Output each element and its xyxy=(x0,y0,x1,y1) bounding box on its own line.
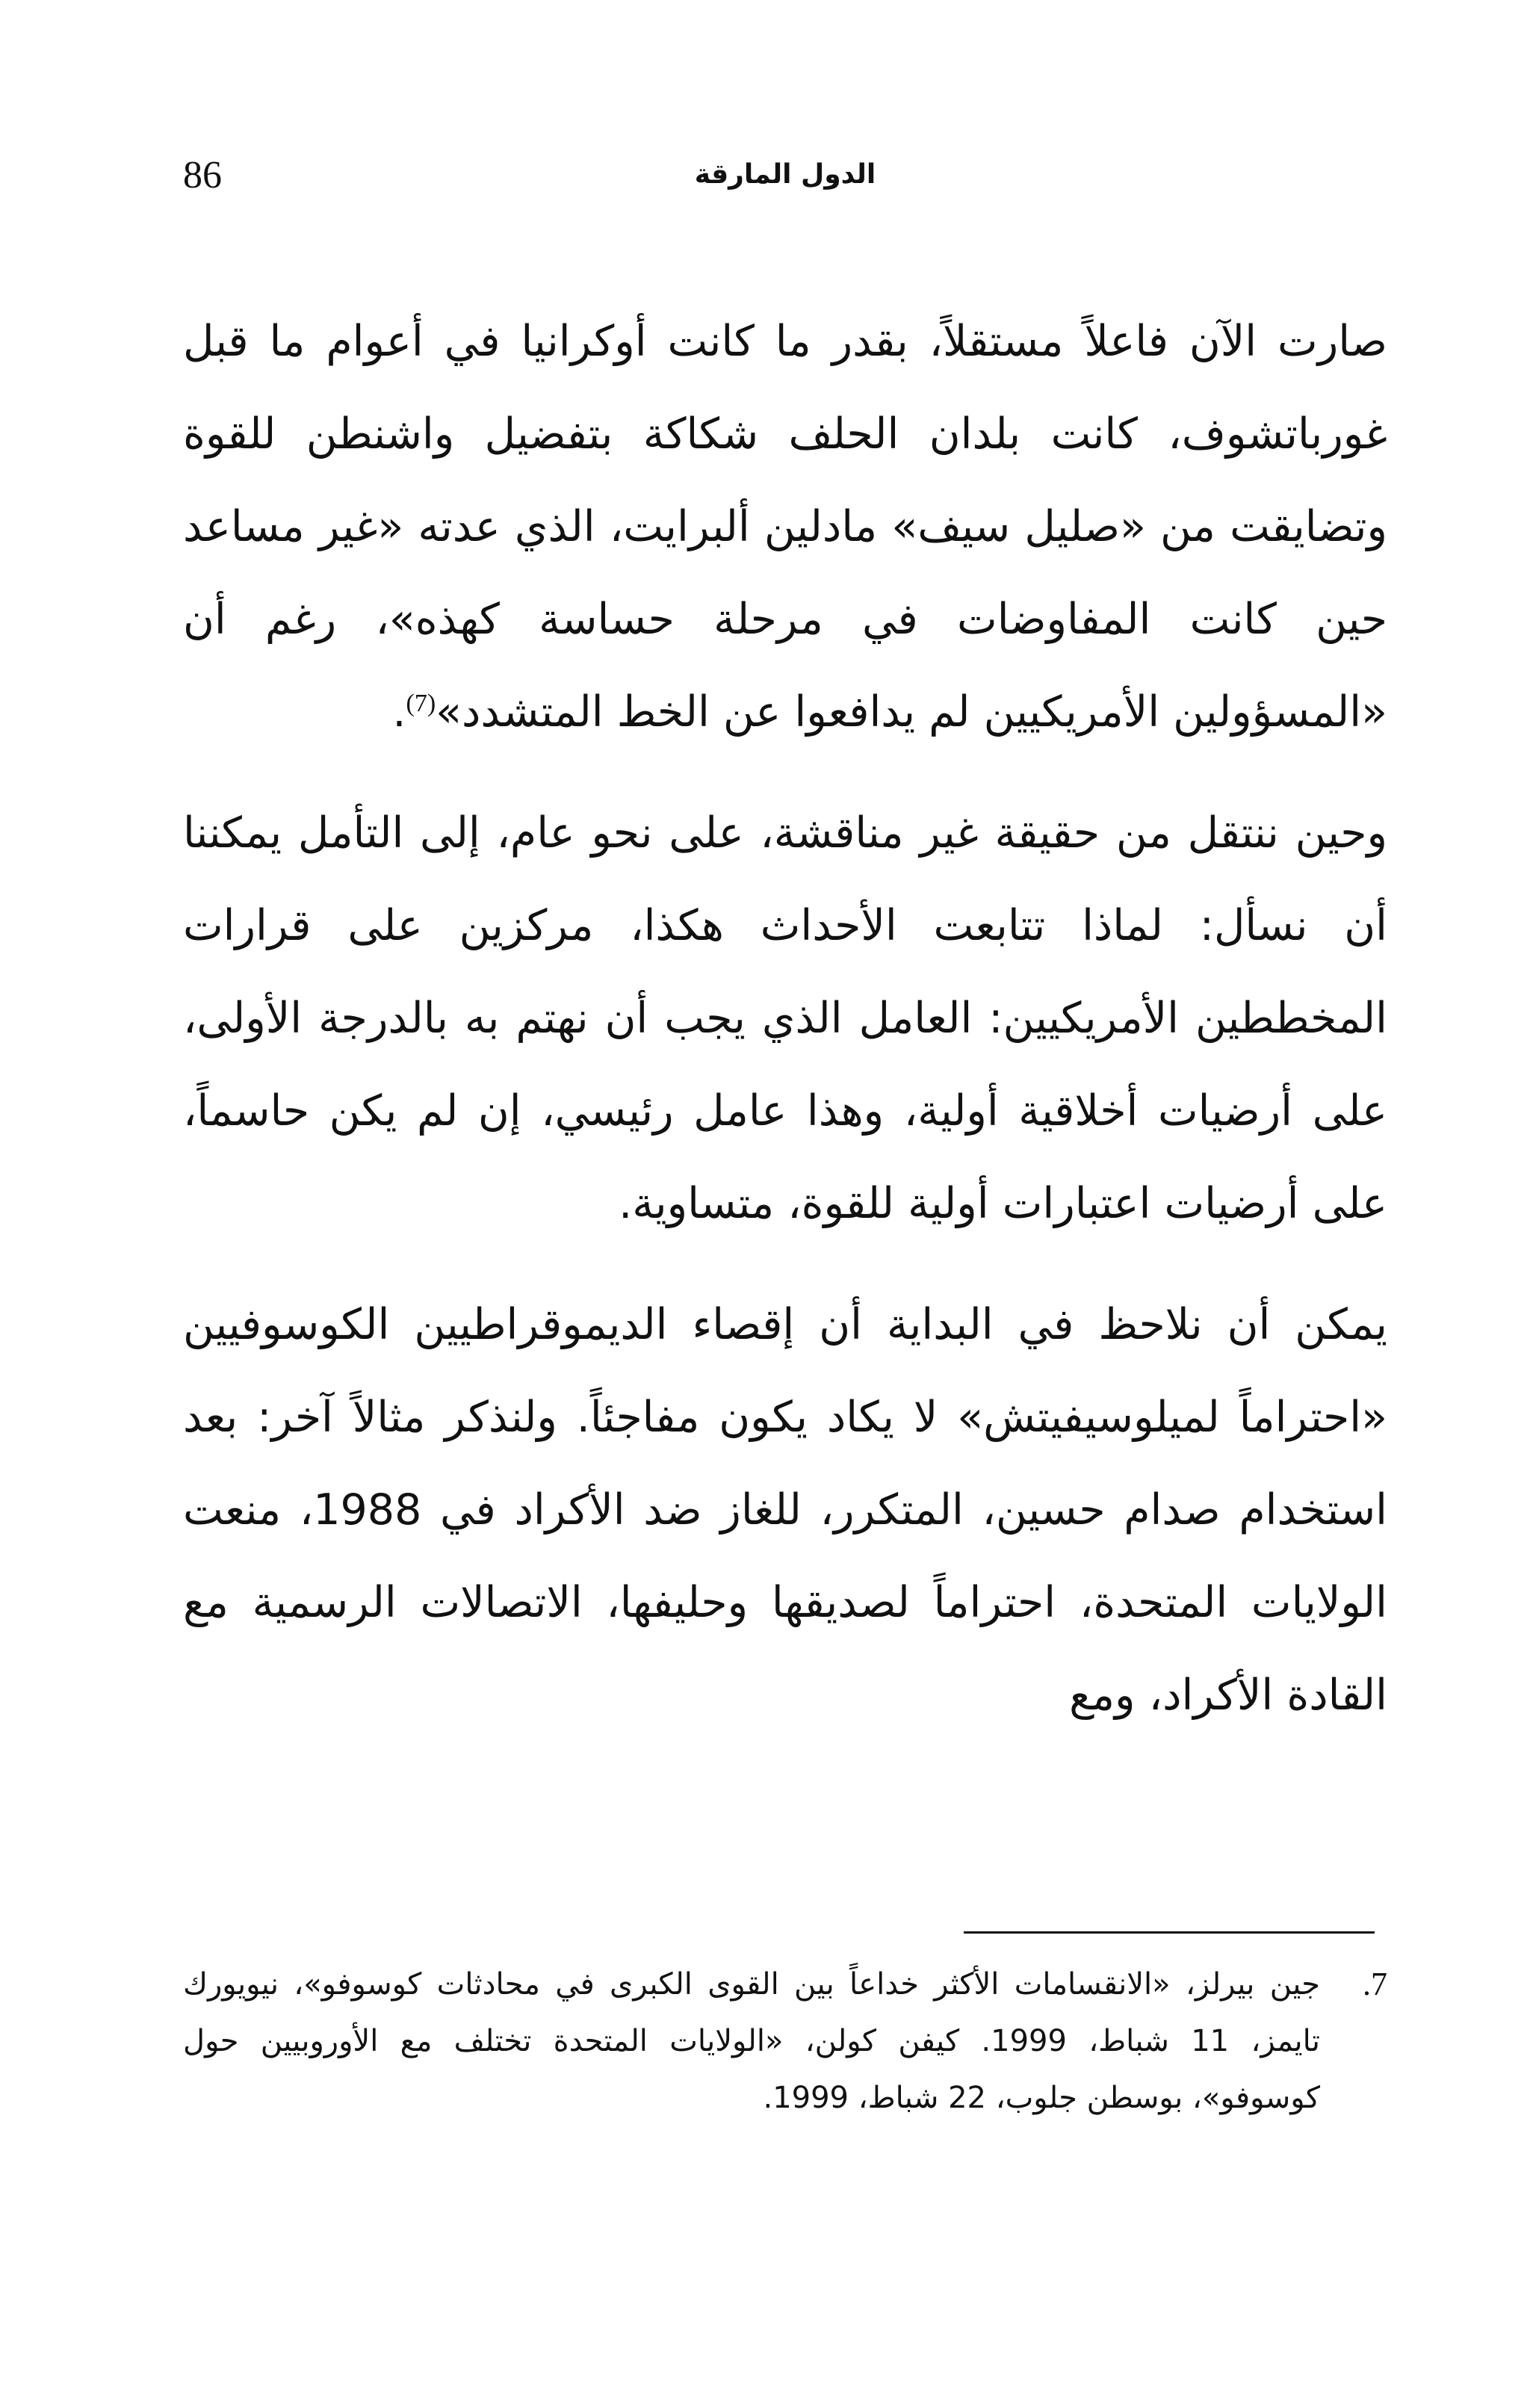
footnote-number: 7. xyxy=(1363,1966,1387,2002)
paragraph xyxy=(183,295,1387,758)
footnote-divider xyxy=(964,1931,1375,1934)
paragraph: وحين ننتقل من حقيقة غير مناقشة، على نحو عام، إلى التأمل يمكننا أن نسأل: لماذا تتابعت الأحداث هكذا، مركزين على قرارات المخططين الأمريكيين: العامل الذي يجب أن نهتم به بالدرجة الأولى، على أرضيات أخلاقية أولية، وهذا عامل رئيسي، إن لم يكن حاسماً، على أرضيات اعتبارات أولية للقوة، متساوية. xyxy=(183,808,1387,1228)
paragraph-text: صارت الآن فاعلاً مستقلاً، بقدر ما كانت أوكرانيا في أعوام ما قبل غورباتشوف، كانت بلدان الحلف شكاكة بتفضيل واشنطن للقوة وتضايقت من «صليل سيف» مادلين ألبرايت، الذي عدته «غير مساعد حين كانت المفاوضات في مرحلة حساسة كهذه»، رغم أن «المسؤولين الأمريكيين لم يدافعوا عن الخط المتشدد» xyxy=(183,317,1387,737)
paragraph: يمكن أن نلاحظ في البداية أن إقصاء الديموقراطيين الكوسوفيين «احتراماً لميلوسيفيتش» لا يكاد يكون مفاجئاً. ولنذكر مثالاً آخر: بعد استخدام صدام حسين، المتكرر، للغاز ضد الأكراد في 1988، منعت الولايات المتحدة، احتراماً لصديقها وحليفها، الاتصالات الرسمية مع القادة الأكراد، ومع xyxy=(183,1300,1387,1720)
footnote-reference: (7) xyxy=(406,690,436,717)
body-text xyxy=(183,295,1387,1770)
page-header xyxy=(183,153,1387,213)
paragraph-end-punctuation: . xyxy=(392,687,406,737)
running-title: الدول المارقة xyxy=(694,159,876,190)
page-number: 86 xyxy=(183,154,222,196)
footnote-text: جين بيرلز، «الانقسامات الأكثر خداعاً بين القوى الكبرى في محادثات كوسوفو»، نيويورك تايمز، 11 شباط، 1999. كيفن كولن، «الولايات المتحدة تختلف مع الأوروبيين حول كوسوفو»، بوسطن جلوب، 22 شباط، 1999. xyxy=(183,1967,1321,2115)
footnote xyxy=(183,1956,1387,2126)
